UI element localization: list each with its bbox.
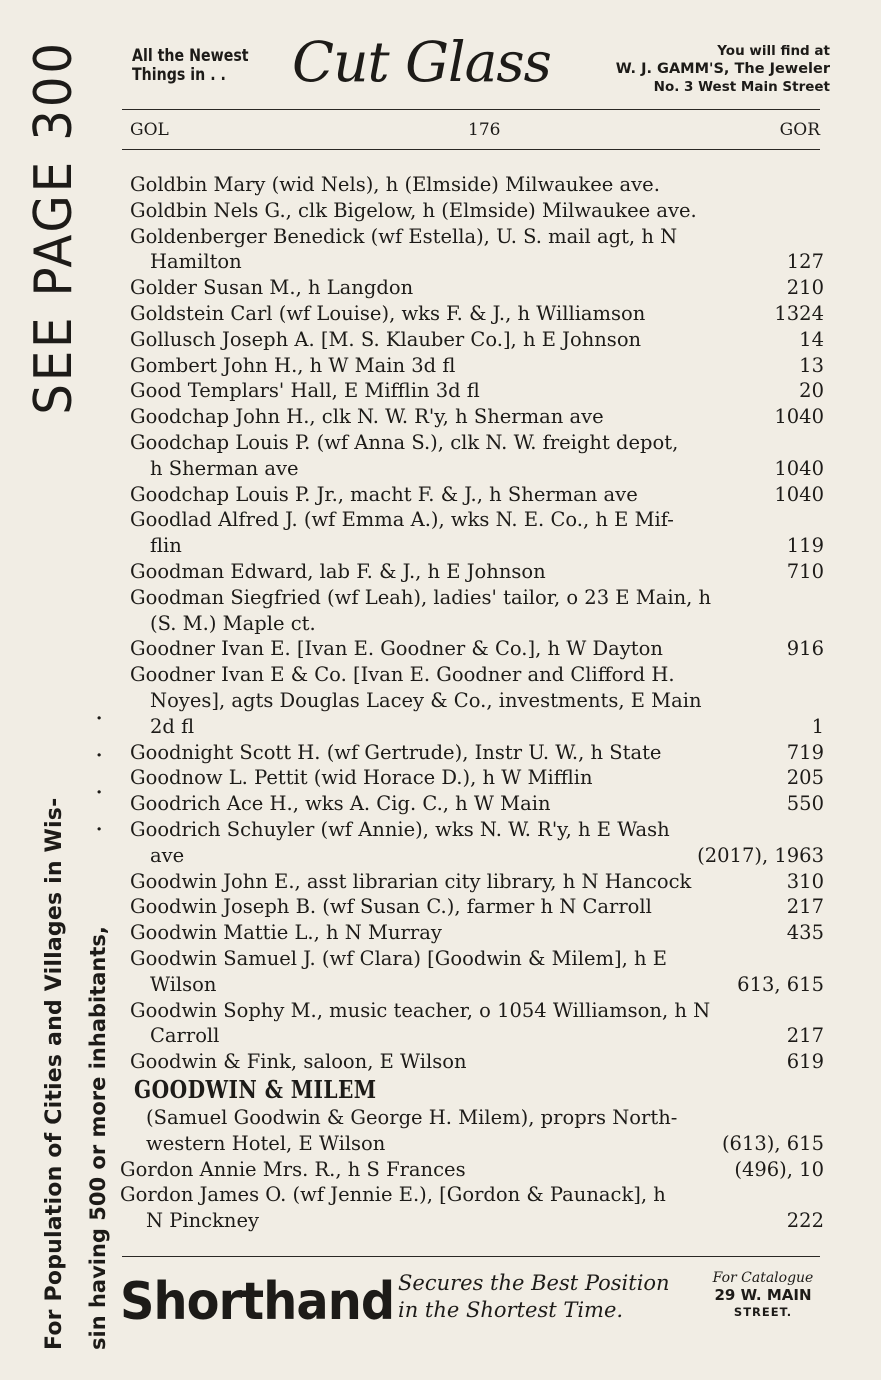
entry-number: 619 [786,1050,824,1074]
runner-left: GOL [130,120,169,140]
entry-text: Goodnight Scott H. (wf Gertrude), Instr U. W., h State [130,740,662,764]
footer-address: For Catalogue 29 W. MAIN STREET. [712,1270,814,1319]
entry-text: Carroll [150,1024,220,1048]
entry-text: Goodrich Schuyler (wf Annie), wks N. W. R'y, h E Wash [130,818,670,841]
entry-text: Gombert John H., h W Main 3d fl [130,353,456,377]
entry-text: Goodwin Joseph B. (wf Susan C.), farmer h N Carroll [130,895,652,919]
entry-text: Goodchap Louis P. (wf Anna S.), clk N. W. freight depot, [130,431,679,454]
sidebar-population-text: For Population of Cities and Villages in Wis- [41,797,67,1350]
page-number: 176 [468,120,501,140]
entry-text: Goodwin Samuel J. (wf Clara) [Goodwin & Milem], h E [130,947,668,970]
entry-text: N Pinckney [146,1209,260,1233]
entry-text: Gordon Annie Mrs. R., h S Frances [120,1157,466,1181]
entry-text: (Samuel Goodwin & George H. Milem), proprs North- [146,1106,678,1129]
entry-text: Goodwin & Fink, saloon, E Wilson [130,1050,467,1074]
sidebar-inhabitants-text: sin having 500 or more inhabitants, [86,926,110,1350]
entry-text: Goldbin Nels G., clk Bigelow, h (Elmside) Milwaukee ave. [130,198,697,222]
entry-text: ave [150,843,185,867]
entry-number: 719 [786,740,824,764]
sidebar-see-page: SEE PAGE 300 [24,40,84,415]
entry-text: Goodman Edward, lab F. & J., h E Johnson [130,560,546,583]
entry-text: flin [150,534,182,558]
entry-text: western Hotel, E Wilson [146,1131,386,1155]
entry-text: (S. M.) Maple ct. [150,611,316,635]
entry-number: 1324 [774,302,824,325]
business-heading: GOODWIN & MILEM [134,1075,377,1104]
entry-text: Goodnow L. Pettit (wid Horace D.), h W Mifflin [130,766,593,790]
entry-text: Wilson [150,972,217,996]
footer-advertisement [120,1264,825,1344]
footer-slogan: Secures the Best Position in the Shortest Time. [398,1271,670,1322]
sidebar-dots: · · · · [96,708,103,840]
entry-text: Goodner Ivan E. [Ivan E. Goodner & Co.], h W Dayton [130,637,663,661]
entry-number: (613), 615 [721,1131,824,1155]
entry-text: Goldstein Carl (wf Louise), wks F. & J., h Williamson [130,302,646,325]
entry-number: 550 [786,792,824,816]
entry-text: Noyes], agts Douglas Lacey & Co., investments, E Main [150,689,702,712]
entry-number: 119 [786,534,824,558]
entry-number: 1040 [774,482,824,506]
entry-text: Goldenberger Benedick (wf Estella), U. S. mail agt, h N [130,224,678,248]
entry-number: 210 [786,276,824,300]
entry-text: Hamilton [150,250,242,274]
runner-right: GOR [779,120,820,140]
footer-divider [122,1256,820,1257]
entry-text: Goodrich Ace H., wks A. Cig. C., h W Main [130,792,551,816]
entry-number: 222 [786,1209,824,1233]
entry-text: Goodwin John E., asst librarian city library, h N Hancock [130,869,692,893]
entry-text: Good Templars' Hall, E Mifflin 3d fl [130,379,480,403]
footer-brand: Shorthand [120,1272,395,1332]
entry-number: 205 [786,766,824,790]
entry-text: Gollusch Joseph A. [M. S. Klauber Co.], h E Johnson [130,327,642,351]
entry-number: 20 [799,379,824,403]
entry-number: 1 [811,714,824,738]
entry-text: Goodman Siegfried (wf Leah), ladies' tailor, o 23 E Main, h [130,585,712,609]
entry-number: 916 [786,637,824,661]
entry-text: Goodner Ivan E & Co. [Ivan E. Goodner and Clifford H. [130,663,675,687]
entry-text: Goldbin Mary (wid Nels), h (Elmside) Milwaukee ave. [130,173,660,196]
entry-text: Golder Susan M., h Langdon [130,276,414,300]
entry-number: (2017), 1963 [697,843,824,867]
entry-number: 217 [786,1024,824,1048]
entry-text: Gordon James O. (wf Jennie E.), [Gordon & Paunack], h [120,1183,666,1207]
entry-text: Goodchap Louis P. Jr., macht F. & J., h Sherman ave [130,482,638,506]
entry-number: 310 [786,869,824,893]
entry-number: 217 [786,895,824,919]
entry-number: 435 [786,921,824,945]
header-jeweler-info: You will find at W. J. GAMM'S, The Jeweler No. 3 West Main Street [615,43,830,95]
header-left-text: All the Newest Things in . . [132,46,249,84]
entry-text: Goodwin Sophy M., music teacher, o 1054 Williamson, h N [130,998,711,1022]
entry-number: 710 [786,560,824,583]
entry-text: h Sherman ave [150,456,299,480]
header-title: Cut Glass [292,30,551,94]
entry-text: 2d fl [150,714,195,738]
entry-text: Goodwin Mattie L., h N Murray [130,921,442,945]
entry-number: 14 [799,327,824,351]
entry-number: 1040 [774,405,824,429]
entry-text: Goodlad Alfred J. (wf Emma A.), wks N. E. Co., h E Mif- [130,508,674,532]
entry-text: Goodchap John H., clk N. W. R'y, h Sherman ave [130,405,604,429]
entry-number: 127 [786,250,824,274]
entry-number: 13 [799,353,824,377]
entry-number: (496), 10 [734,1157,824,1181]
entry-number: 1040 [774,456,824,480]
entry-number: 613, 615 [737,972,824,996]
